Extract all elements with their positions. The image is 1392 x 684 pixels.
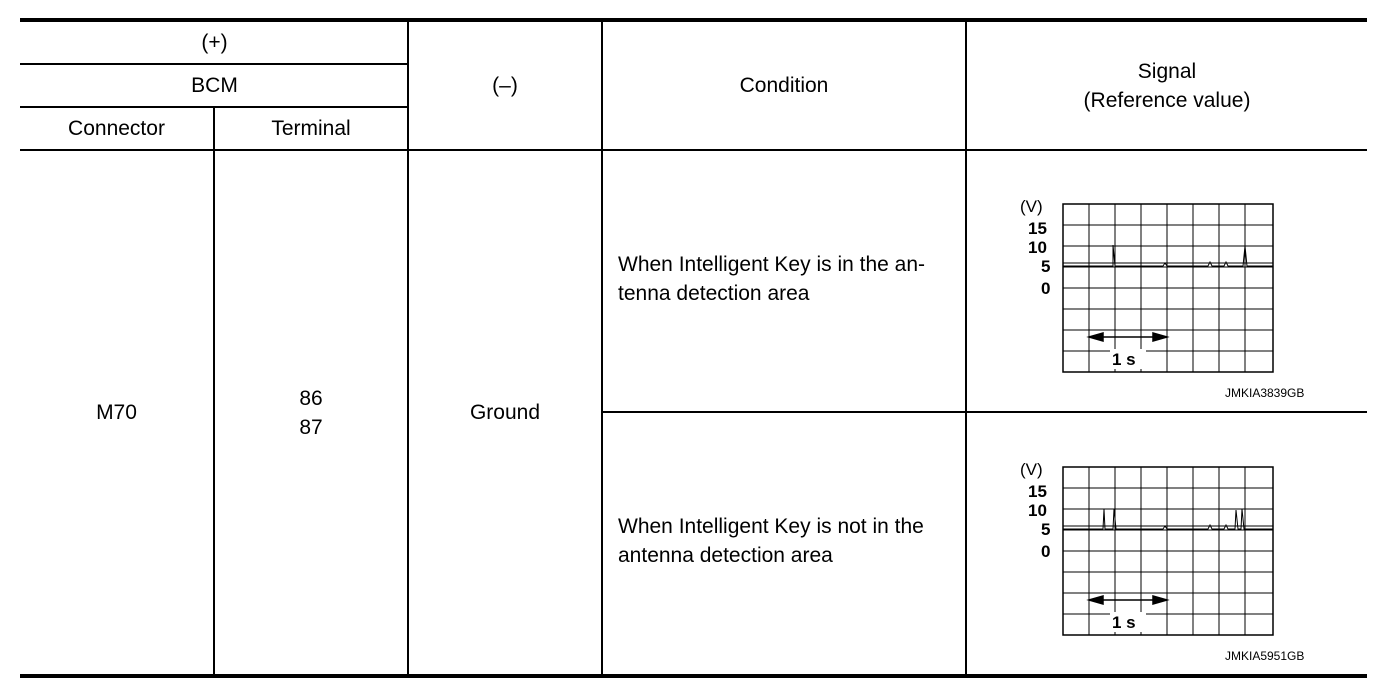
header-terminal: Terminal [271,117,351,140]
y-label-10-not-in-area: 10 [1028,501,1047,520]
terminal-value-2: 87 [299,415,323,439]
condition-in-area-line2: tenna detection area [618,282,810,305]
waveform-chart-in-area [1020,190,1350,405]
header-minus: (–) [492,74,518,97]
header-signal [967,22,1367,149]
condition-not-in-area [618,512,963,570]
figure-code-not-in-area: JMKIA5951GB [1225,649,1305,663]
header-plus: (+) [201,31,228,54]
y-label-5-in-area: 5 [1041,257,1051,276]
time-label-in-area: 1 s [1112,350,1136,369]
y-label-10-in-area: 10 [1028,238,1047,257]
signal-waveform-not-in-area [1020,453,1350,668]
terminal-values [215,151,407,674]
figure-code-in-area: JMKIA3839GB [1225,386,1305,400]
waveform-chart-not-in-area [1020,453,1350,668]
condition-not-in-area-line1: When Intelligent Key is not in the [618,515,924,538]
table-bottom-border [20,674,1367,678]
unit-label-in-area: (V) [1020,197,1043,216]
row-divider [602,411,1367,413]
y-label-0-in-area: 0 [1041,279,1051,298]
y-label-5-not-in-area: 5 [1041,520,1051,539]
header-condition: Condition [739,74,829,97]
header-signal-title: Signal [1137,59,1197,83]
unit-label-not-in-area: (V) [1020,460,1043,479]
terminal-value-1: 86 [299,386,323,410]
y-label-15-not-in-area: 15 [1028,482,1047,501]
connector-value: M70 [96,401,137,424]
signal-waveform-in-area [1020,190,1350,405]
condition-in-area [618,250,963,308]
y-label-15-in-area: 15 [1028,219,1047,238]
header-signal-subtitle: (Reference value) [1083,88,1251,112]
y-label-0-not-in-area: 0 [1041,542,1051,561]
condition-not-in-area-line2: antenna detection area [618,544,833,567]
header-bcm: BCM [191,74,238,97]
time-label-not-in-area: 1 s [1112,613,1136,632]
minus-value: Ground [469,401,541,424]
header-connector: Connector [68,117,165,140]
condition-in-area-line1: When Intelligent Key is in the an- [618,253,926,276]
